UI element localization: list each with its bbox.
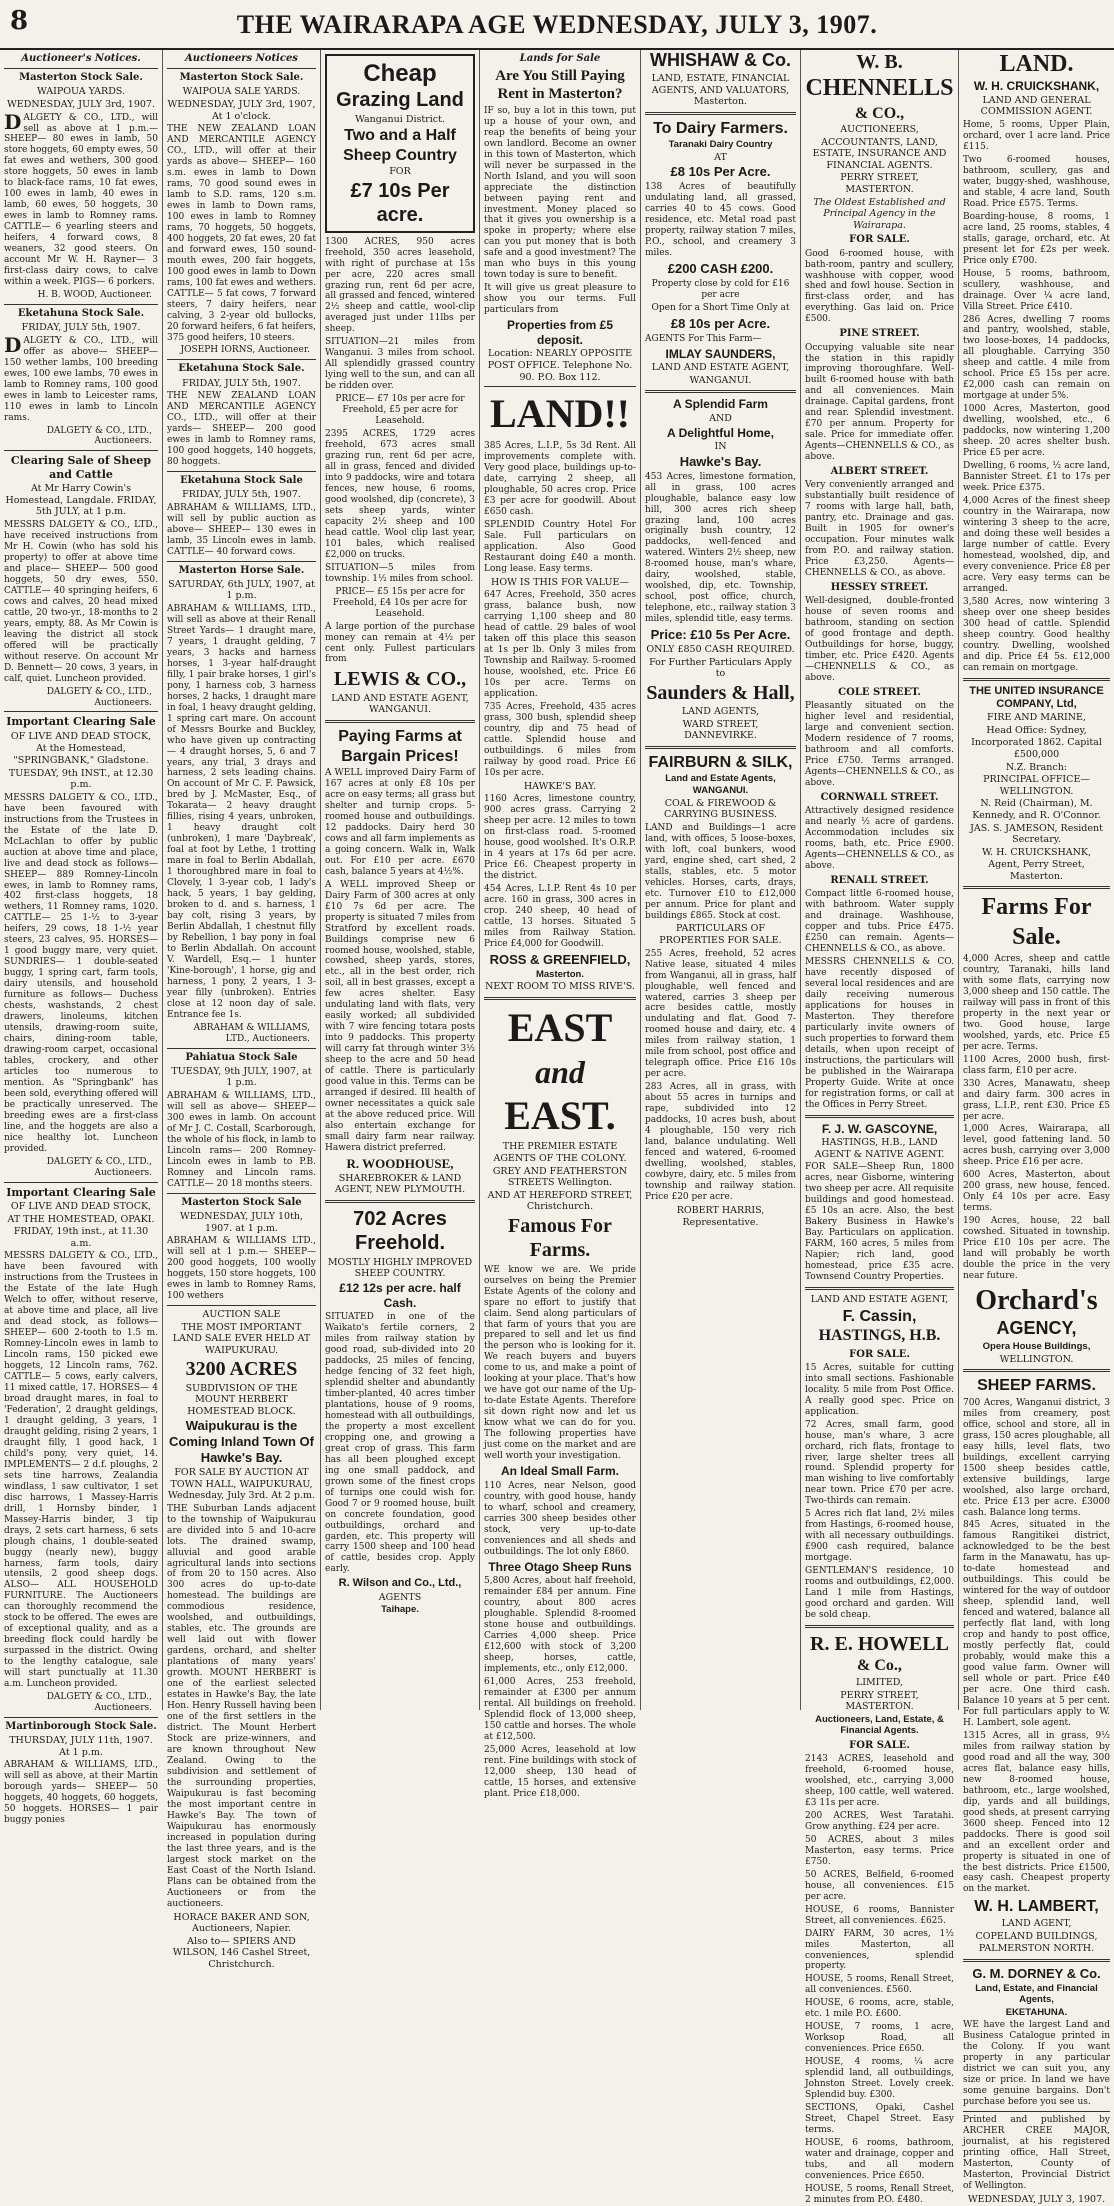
ad-body: THE NEW ZEALAND LOAN AND MERCANTILE AGENCY CO., LTD., will offer at their yards— SHEEP— 200 good ewes in lamb to Romney rams, 100 good hoggets, 140 hoggets, 80 hoggets. (167, 391, 316, 468)
auction-also: Also to— SPIERS AND WILSON, 146 Cashel Street, Christchurch. (172, 1935, 311, 1970)
ad-body: 200 ACRES, West Taratahi. Grow anything. £24 per acre. (805, 1810, 954, 1832)
ad-body: ABRAHAM & WILLIAMS, LTD., will sell as above— SHEEP— 300 ewes in lamb. On account of Mr J. C. Costall, Scarborough, the whole of his flock, in lamb to Lincoln rams— 200 Romney-Lincoln ewes in lamb to P.B. Romney and Lincoln rams. CATTLE— 20 18 months steers. (167, 1091, 316, 1189)
accountants: ACCOUNTANTS, LAND, ESTATE, INSURANCE AND FINANCIAL AGENTS. (812, 136, 947, 171)
orchard-heading: Orchard's (975, 1285, 1098, 1317)
price-per-acre: £7 10s Per acre. (350, 179, 450, 227)
ad-body: DALGETY & CO., LTD., will sell as above at 1 p.m.— SHEEP— 80 ewes in lamb, 50 store hoggets, 60 empty ewes, 50 fat ewes and wethers, 300 good store hoggets, 50 ewes in lamb to black-face rams, 10 fat ewes, 100 ewes in lamb, 40 ewes in lamb, 60 ewes, 50 hoggets, 30 ewes in lamb to Romney rams. CATTLE— 6 yearling steers and heifers, 4 forward cows, 8 weaners, 32 good steers. On account Mr W. H. Rayner— 3 first-class dairy cows, to calve within a week. PIGS— 6 porkers. (4, 109, 158, 288)
three-runs-heading: Three Otago Sheep Runs (488, 1559, 632, 1574)
ad-body: HOUSE, 5 rooms, Renall Street, all conveniences. £560. (805, 1974, 954, 1996)
land-heading: LAND. (999, 51, 1074, 77)
ad-body: 385 Acres, L.I.P., 5s 3d Rent. All improvements complete with. Very good place, buildings up-to-date, carrying 2 sheep, all ploughable, 50 acres crop. Price £3 per acre for goodwill. About £650 cash. (484, 440, 636, 517)
agent-name: W. H. CRUICKSHANK, (973, 79, 1100, 94)
ad-heading: Important Clearing Sale (6, 715, 156, 729)
ad-body: 15 Acres, suitable for cutting into small sections. Fashionable locality. 5 mile from Post Office. A really good spec. Price on application. (805, 1362, 954, 1417)
agent-sub: Land and Estate Agents, WANGANUI. (665, 773, 776, 797)
ad-heading: Clearing Sale of Sheep and Cattle (10, 454, 152, 481)
and-heading: and (535, 1053, 585, 1090)
ad-body: Attractively designed residence and nearly ½ acre of gardens. Accommodation includes six rooms, bath, etc. Price £900. Agents—CHENNELLS & CO., as above. (805, 806, 954, 871)
agent-sub: Taihape. (381, 1604, 419, 1616)
column-1 (0, 50, 163, 1826)
agent-sub: NEXT ROOM TO MISS RIVE'S. (485, 981, 635, 993)
ad-signature: DALGETY & CO., LTD., Auctioneers. (46, 686, 152, 708)
agent-name: IMLAY SAUNDERS, (665, 346, 776, 361)
ad-sub: OF LIVE AND DEAD STOCK, (10, 1201, 152, 1213)
ad-body: Compact little 6-roomed house, with bathroom. Water supply and drainage. Washhouse, copper and tubs. Price £475. £250 can remain. Agents—CHENNELLS & CO., as above. (805, 889, 954, 954)
and-label: AND (709, 413, 732, 424)
agent-sub: AGENTS (378, 1591, 422, 1603)
ad-sub: WEDNESDAY, JULY 3rd, 1907. (7, 98, 155, 110)
oldest: The Oldest Established and Principal Agency in the Wairarapa. (813, 196, 946, 231)
agent-name: FAIRBURN & SILK, (648, 753, 793, 771)
price: £8 10s Per Acre. (670, 164, 771, 180)
ad-sub: FRIDAY, JULY 5th, 1907. (182, 377, 301, 389)
ad-heading: Eketahuna Stock Sale. (17, 308, 145, 319)
ad-body: PRICE— £5 15s per acre for Freehold, £4 10s per acre for Leasehold. (332, 586, 468, 619)
agent-name: LEWIS & CO., (333, 668, 467, 691)
column-3 (321, 50, 480, 1710)
ad-body: Dwelling, 6 rooms, ½ acre land, Bannister Street. £1 to 17s per week. Price £375. (963, 461, 1110, 494)
ad-body: 1100 Acres, 2000 bush, first-class farm, £10 per acre. (963, 1054, 1110, 1076)
howell-address: PERRY STREET, MASTERTON. (840, 1689, 919, 1713)
ad-heading: Pahiatua Stock Sale (185, 1051, 298, 1063)
are-you-heading: Are You Still Paying Rent in Masterton? (495, 68, 625, 103)
ad-body: Pleasantly situated on the higher level and residential, large and convenient section. Modern residence of 7 rooms, bathroom and all comforts. Price £750. Terms arranged. Agents—CHENNELLS & CO., as above. (805, 701, 954, 788)
united-heading: THE UNITED INSURANCE COMPANY, Ltd, (969, 684, 1104, 710)
farms-heading: Farms For Sale. (981, 894, 1092, 950)
ad-body: 255 Acres, freehold, 52 acres Native lease, situated 4 miles from Wanganui, all in grass, half ploughable, well fenced and watered, carries 3 sheep per acre besides cattle, mostly undulating and flat. Good 7-roomed house and dairy, etc. 4 miles from railway station, 1 mile from school, post office and telegraph office. Price £16 10s per acre. (645, 948, 796, 1080)
hereford-street: AND AT HEREFORD STREET, Christchurch. (487, 1189, 633, 1213)
ad-body: 1,000 Acres, Wairarapa, all level, good fattening land. 50 acres bush, carrying over 3,000 sheep. Price £16 per acre. (963, 1124, 1110, 1168)
cash: £200 CASH £200. (667, 261, 774, 276)
page-number: 8 (10, 6, 29, 36)
agent-sub: COPELAND BUILDINGS, (975, 1930, 1098, 1942)
ad-body: SECTIONS, Opaki, Cashel Street, Chapel Street. Easy terms. (805, 2103, 954, 2136)
ad-body: WE know we are. We pride ourselves on being the Premier Estate Agents of the colony and spare no effort to justify that claim. Send along particulars of that farm of yours that you are prepared to sell and let us find the person who is looking for it. We reach buyers and buyers come to us, and make a point of looking at your place. That's how we have got our name of the Up-to-date Estate Agents. Therefore sit down right now and let us know what we can do for you. The following properties have just come on the market and are well worth your investigation. (484, 1264, 636, 1462)
further: For Further Particulars Apply to (649, 656, 792, 680)
ad-heading: Masterton Stock Sale. (179, 72, 304, 84)
ad-heading: Important Clearing Sale (6, 1185, 156, 1199)
ad-body: Very conveniently arranged and substantially built residence of 7 rooms with large hall, bath, pantry, etc. Drainage and gas. Built in 1905 for owner's occupation. Four minutes walk from P.O. and railway station. Price £3,250. Agents—CHENNELLS & CO., as above. (805, 480, 954, 579)
ad-body: SITUATION—5 miles from township. 1½ miles from school. (325, 562, 475, 584)
ad-body: 286 Acres, dwelling 7 rooms and pantry, woolshed, stable, two loose-boxes, 14 paddocks, all ploughable. Carrying 350 sheep and cattle. 4 mile from school. Price £5 15s per acre. £2,000 cash can remain on mortgage at under 5%. (963, 314, 1110, 402)
ad-body: SITUATION—21 miles from Wanganui. 3 miles from school. All splendidly grassed country lying well to the sun, and can all be ridden over. (325, 337, 475, 392)
agent-sub: Land, Estate, and Financial Agents, (975, 1982, 1098, 2006)
ad-body: A WELL improved Dairy Farm of 167 acres at only £8 10s per acre on easy terms; all grass but shelter and turnip crops. 5-roomed house and outbuildings. 12 paddocks. Dairy herd 30 cows and all farm implements as a going concern. Walk in, Walk out. For £10 per acre. £670 cash, balance 5 years at 4½%. (325, 768, 475, 877)
auction-agents: HORACE BAKER AND SON, Auctioneers, Napier. (173, 1911, 310, 1935)
street-heading: PINE STREET. (839, 328, 920, 340)
united-inc: Incorporated 1862. Capital £500,000 (971, 737, 1102, 761)
ideal-heading: An Ideal Small Farm. (500, 1464, 620, 1479)
ad-heading: Eketahuna Stock Sale. (178, 363, 305, 375)
agent-sub: Representative. (682, 1217, 759, 1229)
ad-body: Good 6-roomed house, with bath-room, pantry and scullery, washhouse with copper, wood shed and fowl house. Section in first-class order, and has everything. Gas laid on. Price £500. (805, 248, 954, 325)
wellington: WELLINGTON. (999, 1353, 1074, 1365)
board: N. Reid (Chairman), M. Kennedy, and R. O'Connor. (972, 798, 1101, 821)
taranaki: Taranaki Dairy Country (668, 139, 773, 151)
ad-body: Property close by cold for £16 per acre (651, 278, 790, 300)
splendid-heading: A Splendid Farm (673, 397, 768, 412)
ad-body: ABRAHAM & WILLIAMS, LTD., will sell as above, at their Martin borough yards— SHEEP— 50 hoggets, 40 hoggets, 60 hoggets, 50 hoggets. HORSES— 1 pair buggy ponies (4, 1760, 158, 1826)
ad-body: MESSRS CHENNELLS & CO. have recently disposed of several local residences and are daily receiving numerous applications for houses in Masterton. They therefore particularly invite owners of such properties to forward them details, when upon receipt of instructions, the particulars will be published in the Wairarapa Property Guide. Write at once for registration forms, or call at the Offices in Perry Street. (805, 956, 954, 1110)
cheap-heading: Cheap (363, 60, 437, 87)
auction-lead: THE MOST IMPORTANT LAND SALE EVER HELD AT WAIPUKURAU. (172, 1321, 311, 1356)
ad-body: 50 ACRES, Belfield, 6-roomed house, all conveniences. £15 per acre. (805, 1869, 954, 1902)
auction-subdivision: SUBDIVISION OF THE MOUNT HERBERT HOMESTEAD BLOCK. (185, 1382, 298, 1417)
ad-body: 600 Acres, Masterton, about 200 grass, new house, fenced. Only £4 10s per acre. Easy terms. (963, 1170, 1110, 1214)
chennells-heading: CHENNELLS (805, 75, 954, 102)
agent-town: HASTINGS, H.B. (818, 1327, 941, 1345)
street-heading: ALBERT STREET. (830, 466, 929, 478)
united-head: Head Office: Sydney, (986, 724, 1087, 736)
masthead (0, 0, 1114, 50)
particulars: PARTICULARS OF PROPERTIES FOR SALE. (659, 923, 782, 947)
ad-body: 25,000 Acres, leasehold at low rent. Fine buildings with stock of 12,000 sheep, 130 head of cattle, 15 horses, and extensive plant. Price £18,000. (484, 1744, 636, 1799)
east-heading-2: EAST. (504, 1092, 616, 1138)
ad-heading: Martinborough Stock Sale. (5, 1721, 157, 1733)
ad-body: ABRAHAM & WILLIAMS, LTD., will sell by public auction as above— SHEEP— 130 ewes in lamb, 35 Lincoln ewes in lamb. CATTLE— 40 forward cows. (167, 502, 316, 557)
section-heading: Auctioneers Notices (185, 53, 298, 64)
agent-sub: LAND AND ESTATE AGENT, (810, 1293, 949, 1305)
for-label: FOR (389, 166, 411, 178)
agent-sub: LAND AND GENERAL COMMISSION AGENT. (980, 94, 1093, 118)
auction-headline: Waipukurau is the Coming Inland Town Of Hawke's Bay. (169, 1418, 314, 1466)
ad-body: Two 6-roomed houses, bathroom, scullery, gas and water, buggy-shed, washhouse, and stable, 4 acre land, South Road. Price £575. Terms. (963, 154, 1110, 209)
ad-body: 2395 ACRES, 1729 acres freehold, 673 acres small grazing run, rent 6d per acre, all in grass, fenced and divided into 9 paddocks, wire and totara fences, new house, 6 rooms, good woolshed, dip (concrete), 3 sets sheep yards, winter capacity 2½ sheep and 100 head cattle. Wool clip last year, 101 bales, which realised £2,000 on trucks. (325, 429, 475, 560)
ad-signature: H. B. WOOD, Auctioneer. (37, 290, 152, 301)
ad-body: MESSRS DALGETY & CO., LTD., have received instructions from Mr H. Cowin (who has sold his property) to offer at above time and place— SHEEP— 500 good hoggets, 50 dry ewes, 550. CATTLE— 40 springing heifers, 6 cows and calves, 20 head mixed cattle, 20 two-yr., 18-months to 2 years, empty, 88. As Mr Cowin is leaving the district all stock offered will be practically without reserve. On account Mr D. Bennett— 20 cows, 3 years, in calf, quiet. Luncheon provided. (4, 520, 158, 684)
agent-name: F. Cassin, (842, 1307, 917, 1325)
ad-body: HOUSE, 4 rooms, ¼ acre splendid land, all outbuildings, Johnston Street. Lovely creek. Splendid buy. £300. (805, 2057, 954, 2101)
manager: JAS. S. JAMESON, Resident Secretary. (970, 822, 1103, 846)
agent-name: R. Wilson and Co., Ltd., (338, 1577, 462, 1590)
ad-sub: WEDNESDAY, JULY 10th, 1907. at 1 p.m. (179, 1210, 304, 1234)
freehold-price: £12 12s per acre. half Cash. (339, 1280, 461, 1310)
premier: THE PREMIER ESTATE AGENTS OF THE COLONY. (493, 1141, 627, 1164)
district: Wanganui District. (355, 113, 445, 125)
ad-body: 110 Acres, near Nelson, good country, with good house, handy to wharf, school and creamery, carries 300 sheep besides other stock, very up-to-date conveniences and all sheds and outbuildings. The lot only £860. (484, 1480, 636, 1557)
ad-sub: WAIPOUA YARDS. (36, 86, 126, 98)
ad-body: LAND and Buildings—1 acre land, with offices, 5 loose-boxes, with loft, coal bunkers, wood yard, engine shed, cart shed, 2 stalls, stables, etc. 5 motor vehicles. Horses, carts, drays, etc. Turnover £10 to £12,000 per annum. Price for plant and buildings £865. Stock at cost. (645, 822, 796, 921)
ad-signature: DALGETY & CO., LTD., Auctioneers. (46, 425, 152, 447)
ad-body: 845 Acres, situated in the famous Rangitikei district, acknowledged to be the best farm in the Manawatu, has up-to-date homestead and outbuildings. This could be wintered for the way of outdoor sheep, splendid land, well fenced and watered, balance all perfectly flat land, with long crop and handy to post office, mostly perfectly flat, could probably, would make this a good value farm. Owner will sell whole or part. Price £40 per acre. One third cash. Balance 10 years at 5 per cent. For full particulars apply to W. H. Lambert, sole agent. (963, 1520, 1110, 1728)
united-sub: FIRE AND MARINE, (986, 712, 1087, 724)
principal: PRINCIPAL OFFICE—WELLINGTON. (983, 774, 1090, 797)
cash-required: ONLY £850 CASH REQUIRED. (646, 644, 795, 656)
ad-body: FOR SALE—Sheep Run, 1800 acres, near Gisborne, wintering two sheep per acre. All requisite buildings and good homestead. £5 10s an acre. Also, the best Bakery Business in Hawke's Bay. Particulars on application. FARM, 160 acres, 5 miles from Napier; rich land, good homestead, price £35 acre. Townsend Country Properties. (805, 1162, 954, 1282)
ad-body: HOUSE, 5 rooms, Renall Street, 2 minutes from P.O. £480. (805, 2183, 954, 2205)
ad-body: 61,000 Acres, 253 freehold, remainder at £300 per annum rental. All buildings on freehold. Splendid flock of 13,000 sheep, 150 cattle and horses. The whole at £12,500. (484, 1676, 636, 1742)
ad-body: SPLENDID Country Hotel For Sale. Full particulars on application. Also Good Restaurant doing £40 a month. Long lease. Easy terms. (484, 519, 636, 574)
ad-sub: TUESDAY, 9th JULY, 1907, at 1 p.m. (171, 1065, 312, 1089)
ad-sub: FRIDAY, 19th inst., at 11.30 a.m. (13, 1226, 149, 1249)
two-half-sheep: Two and a Half Sheep Country (343, 127, 457, 164)
price: Price: £10 5s Per Acre. (650, 627, 791, 643)
section-heading: Auctioneer's Notices. (21, 53, 141, 64)
column-5 (641, 50, 801, 1710)
ad-body: 283 Acres, all in grass, with about 55 acres in turnips and rape, subdivided into 12 paddocks, 10 acres bush, about 4 ploughable, 150 very rich land, balance undulating. Well fenced and watered, 6-roomed dwelling, woolshed, stables, cowbyre, dairy, etc. 5 miles from township and railway station. Price £20 per acre. (645, 1082, 796, 1202)
ad-body: 1315 Acres, all in grass, 9½ miles from railway station by good road and all the way, 300 acres flat, balance easy hills, new 8-roomed house, bathroom, etc., large woolshed, dip, yards and all buildings, good sheds, at present carrying 3600 sheep. Fenced into 12 paddocks. There is good soil and an excellent order and property is situated in one of the best districts. Price £1500, easy cash. Cheapest property on the market. (963, 1730, 1110, 1895)
paying-heading: Paying Farms at Bargain Prices! (338, 727, 462, 765)
in-label: IN (714, 441, 727, 453)
freehold-heading: 702 Acres Freehold. (353, 1207, 447, 1255)
ad-body: House, 5 rooms, bathroom, scullery, washhouse, and drainage. Over ¼ acre land, Villa Street. Price £410. (963, 268, 1110, 312)
agent-sub: LAND AGENT, (1001, 1917, 1072, 1929)
ad-heading: Masterton Stock Sale (181, 1196, 302, 1208)
at-label: AT (714, 151, 727, 163)
ad-body: 1160 Acres, limestone country, 900 acres grass. Carrying 2 sheep per acre. 12 miles to town on first-class road. 5-roomed house, good woolshed. It's O.R.P. in 4 years at 17s 6d per acre. Price £6. Cheapest property in the district. (484, 794, 636, 881)
ad-sub: AT THE HOMESTEAD, OPAKI. (7, 1213, 155, 1225)
agent-sub: WANGANUI. (689, 374, 752, 386)
ad-body: SITUATED in one of the Waikato's fertile corners, 2 miles from railway station by good road, sub-divided into 20 paddocks, 25 miles of fencing, hedge fencing of 32 feet high, splendid shelter and abundantly timber-planted, 40 acres timber plantations, house of 9 rooms, homestead with all outbuildings, the property a most excellent cropping one, and growing a great crop of grass. This farm has all been ploughed except ing one small paddock, and grown some of the finest crops of turnips one could wish for. Good 7 or 9 roomed house, built on concrete foundation, good outbuildings, orchard and garden, etc. This property will carry 1500 sheep and 100 head of cattle, besides crop. Apply early. (325, 1312, 475, 1575)
ad-body: 5 Acres rich flat land, 2½ miles from Hastings, 6-roomed house, with all necessary outbuildings. £900 cash required, balance mortgage. (805, 1509, 954, 1564)
ad-sub: FRIDAY, JULY 5th, 1907. (182, 489, 301, 501)
ad-body: Home, 5 rooms, Upper Plain, orchard, over 1 acre land. Price £115. (963, 120, 1110, 152)
howell-sub: Auctioneers, Land, Estate, & Financial Agents. (815, 1713, 944, 1737)
agent-name: W. H. LAMBERT, (974, 1898, 1099, 1916)
agent-name: F. J. W. GASCOYNE, (821, 1121, 938, 1136)
column-7 (959, 50, 1114, 2205)
ad-body: 735 Acres, Freehold, 435 acres grass, 300 bush, splendid sheep country, dip and 75 head of cattle. Splendid house and outbuildings. 6 miles from railway by good road. Price £6 10s per acre. (484, 701, 636, 778)
imprint: Printed and published by ARCHER CREE MAJOR, journalist, at his registered printing office, Hall Street, Masterton, County of Masterton, Provincial District of Wellington. (963, 2115, 1110, 2191)
co-label: & CO., (854, 104, 905, 122)
ad-body: 454 Acres, L.I.P. Rent 4s 10 per acre. 160 in grass, 300 acres in crop. 240 sheep, 40 head of cattle, 13 horses. Situated 5 miles from Railway Station. Price £4,000 for Goodwill. (484, 883, 636, 949)
for-sale: FOR SALE. (849, 1348, 910, 1360)
ad-body: A WELL improved Sheep or Dairy Farm of 300 acres at only £10 7s 6d per acre. The property is situated 7 miles from Stratford by excellent roads. Buildings comprise new 6 roomed house, woolshed, stable, cowshed, sheep yards, stores, etc., all in the best order, rich soil, all in best grasses, except a few acres shelter. Easy undulating land with flats, very easily worked; all subdivided with 7 wire fencing totara posts into 9 paddocks. This property will carry fat through winter 3½ sheep to the acre and 50 head of cattle. There is particularly good value in this. Terms can be arranged if desired. Ill health of owner necessitates a quick sale at the above reduced price. Will also entertain exchange for small dairy farm near railway. Hawera district preferred. (325, 879, 475, 1153)
ad-body: HOUSE, 6 rooms, bathroom, water and drainage, copper and tubs, and all modern conveniences. Price £650. (805, 2138, 954, 2181)
auctioneers: AUCTIONEERS, (840, 124, 919, 136)
ad-body: 453 Acres, limestone formation, all in grass, 100 acres ploughable, balance easy low hill, 300 acres rich sheep grazing land, 100 acres originally bush country, 12 paddocks, well-fenced and watered. Winters 2½ sheep, new 8-roomed house, man's whare, dairy, woolshed, stable, woolshed, dip, etc. Township, school, post office, church, telephone, etc., railway station 3 miles, splendid title, easy terms. (645, 471, 796, 625)
ad-sub: OF LIVE AND DEAD STOCK, (10, 730, 152, 742)
nz-branch: N.Z. Branch: (1005, 761, 1068, 773)
ad-heading: Eketahuna Stock Sale (180, 475, 303, 486)
agency-heading: AGENCY, (996, 1318, 1077, 1339)
ad-body: 4,000 Acres of the finest sheep country in the Wairarapa, now wintering 3 sheep to the acre, and doing these well besides a large number of cattle. Every homestead, woolshed, dip, and every convenience. Price £8 per acre. Very easy terms can be arranged. (963, 496, 1110, 594)
ad-body: WE have the largest Land and Business Catalogue printed in the Colony. If you want property in any particular district we can suit you, any size or price. In land we have some genuine bargains. Don't purchase before you see us. (963, 2020, 1110, 2108)
ad-body: Occupying valuable site near the station in this rapidly improving thoroughfare. Well-built 6-roomed house with bath and all conveniences. Main drainage. Capital gardens, front and rear. Splendid investment. £70 per annum. Property for sale. Price for immediate offer. Agents—CHENNELLS & CO., as above. (805, 342, 954, 463)
ad-body: THE Suburban Lands adjacent to the township of Waipukurau are divided into 5 and 10-acre lots. The drained swamp, alluvial and good arable agricultural lands into sections of from 20 to 150 acres. Also 300 acres do up-to-date homestead. The buildings are commodious residence, woolshed, and outbuildings, stables, etc. The grounds are well laid out with flower gardens, orchard, and shelter plantations of many years' growth. MOUNT HERBERT is one of the earliest selected estates in Hawke's Bay, the late Hon. Henry Russell having been one of the first settlers in the district. The Mount Herbert Stock are prize-winners, and are known throughout New Zealand. Owing to the subdivision and settlement of the surrounding properties, Waipukurau is fast becoming the most important centre in Hawke's Bay. The town of Waipukurau has enormously increased in population during the last three years, and is the largest stock market on the East Coast of the North Island. Plans can be obtained from the Auctioneers or from the auctioneers. (167, 1503, 316, 1909)
ad-body: 3,580 Acres, now wintering 3 sheep over one sheep besides 300 head of cattle. Splendid sheep country. Good healthy country. Dwelling, woolshed and dip. Price £4 5s. £12,000 can remain on mortgage. (963, 596, 1110, 673)
ad-body: ABRAHAM & WILLIAMS, LTD., will sell as above at their Renall Street Yards— 1 draught mare, 7 years, 1 draught gelding, 7 years, 3 hacks and harness horses, 1 3-year half-draught filly, 1 pair brake horses, 1 girl's pony, 1 harness cob, 3 harness horses, 2 hacks, 1 draught mare in foal, 1 heavy draught gelding, 1 spring cart mare. On account of Messrs Bourke and Buckley, who have given up contracting— 4 draught horses, 5, 6 and 7 years, any trial, 3 drays and harness, 2 sets leading chains. On account of Mr C. F. Pawsick, bred by J. McMaster, Esq., of Tokarata— 2 heavy draught fillies, rising 4 years, unbroken, 1 heavy draught colt (unbroken), 1 mare 'Daybreak', foal at foot by Lethe, 1 trotting mare in foal to Berlin Abdallah, 1 thoroughbred mare in foal to Clovely, 1 3-year cob, 1 lady's hack, 5 years, 1 bay gelding, broken to d. and s. harness, 1 bay colt, rising 3 years, by Berlin Abdallah, 1 chestnut filly by Rebellion, 1 bay pony in foal to Berlin Abdallah. On account V. Wardell, Esq.— 1 hunter 'Kine-borough', 1 horse, gig and harness, 1 pony, 2 years, 1 3-year filly (unbroken). Entries close at 12 noon day of sale. Entrance fee 1s. (167, 603, 316, 1020)
agent-name: R. WOODHOUSE, (346, 1155, 454, 1171)
agent-sub: LAND AGENTS, (681, 706, 760, 718)
ad-sub: SATURDAY, 6th JULY, 1907, at 1 p.m. (168, 578, 315, 602)
ad-body: 50 ACRES, about 3 miles Masterton, easy terms. Price £750. (805, 1834, 954, 1867)
ad-body: A large portion of the purchase money can remain at 4½ per cent only. Fullest particulars from (325, 621, 475, 665)
agent-town: EKETAHUNA. (1005, 2006, 1068, 2018)
ad-signature: DALGETY & CO., LTD., Auctioneers. (46, 1156, 152, 1178)
agent-name: W. H. CRUICKSHANK, (981, 846, 1092, 858)
ad-heading: Masterton Stock Sale. (19, 72, 143, 84)
agent-name: ROBERT HARRIS, (676, 1204, 765, 1216)
street-heading: HESSEY STREET. (830, 582, 929, 594)
agent-sub: SHAREBROKER & LAND AGENT, NEW PLYMOUTH. (334, 1172, 466, 1196)
ad-heading: Masterton Horse Sale. (178, 564, 305, 576)
howell-ltd: LIMITED, (855, 1676, 904, 1688)
agent-name: G. M. DORNEY & Co. (972, 1965, 1101, 1981)
for-sale: FOR SALE. (849, 234, 910, 246)
ad-body: Boarding-house, 8 rooms, 1 acre land, 25 rooms, stables, 4 stalls, garage, orchard, etc. At present let for £2s per week. Price only £700. (963, 211, 1110, 266)
ad-body: HOUSE, 6 rooms, acre, stable, etc. 1 mile P.O. £600. (805, 1998, 954, 2020)
ad-body: AGENTS For This Farm— (645, 333, 762, 344)
ad-body: 4,000 Acres, sheep and cattle country, Taranaki, hills land with some flats, carrying now 3,000 sheep and 150 cattle. The railway will pass in front of this property in the next year or two. Good house, large woolshed, yards, etc. Price £5 per acre. Terms. (963, 953, 1110, 1052)
opera-house: Opera House Buildings, (982, 1341, 1091, 1353)
ad-body: GENTLEMAN'S residence, 10 rooms and outbuildings, £2,000. Land 1 mile from Hastings, good orchard and garden. Will be sold cheap. (805, 1566, 954, 1621)
ad-sub: THURSDAY, JULY 11th, 1907. At 1 p.m. (9, 1735, 153, 1758)
grazing-heading: Grazing Land (336, 89, 464, 112)
newspaper-title: THE WAIRARAPA AGE WEDNESDAY, JULY 3, 1907. (236, 10, 878, 39)
ad-signature: ABRAHAM & WILLIAMS, LTD., Auctioneers. (193, 1022, 310, 1044)
ad-body: 5,800 Acres, about half freehold, remainder £84 per annum. Fine country, about 800 acres ploughable. Splendid 8-roomed stone house and outbuildings. Carries 4,000 sheep. Price £12,600 with stock of 3,200 sheep, horses, cattle, implements, etc., only £12,000. (484, 1576, 636, 1674)
famous-heading: Famous For Farms. (508, 1214, 612, 1262)
ad-body: DAIRY FARM, 30 acres, 1½ miles Masterton, all conveniences, splendid property. (805, 1928, 954, 1972)
ad-body: 1300 ACRES, 950 acres freehold, 350 acres leasehold, with right of purchase at 15s per acre, 220 acres small grazing run, rent 6d per acre, all grassed and fenced, wintered 2½ sheep and cattle, wool-clip averaged just under 11lbs per sheep. (325, 236, 475, 335)
wb-initials: W. B. (856, 51, 903, 73)
ad-signature: JOSEPH IORNS, Auctioneer. (180, 345, 310, 356)
ad-body: 190 Acres, house, 22 ball cowshed. Situated in township. Price £10 10s per acre. The land will probably be worth double the price in the very near future. (963, 1216, 1110, 1282)
ad-body: PRICE— £7 10s per acre for Freehold, £5 per acre for Leasehold. (335, 394, 465, 427)
agent-sub: Masterton. (535, 968, 585, 980)
ad-body: DALGETY & CO., LTD., will offer as above— SHEEP— 150 wether lambs, 100 breeding ewes, 100 ewe lambs, 70 ewes in lamb to Romney rams, 100 good ewes in lamb to Leicester rams, 110 ewes in lamb to Lincoln rams. (4, 332, 158, 423)
hawkes-heading: Hawke's Bay. (679, 453, 762, 469)
ad-body: 1000 Acres, Masterton, good dwelling, woolshed, etc., 6 paddocks, now wintering 1,200 sheep. 20 acres shelter bush. Price £5 per acre. (963, 404, 1110, 459)
agent-sub: LAND AND ESTATE AGENT, WANGANUI. (331, 692, 469, 716)
column-2 (163, 50, 321, 1970)
ad-body: THE NEW ZEALAND LOAN AND MERCANTILE AGENCY CO., LTD., will offer at their yards as above— SHEEP— 160 s.m. ewes in lamb to Down rams, 70 good sound ewes in lamb to S.D. rams, 120 s.m. ewes in lamb to Down rams, 100 ewes in lamb to Romney rams, 70 hoggets, 50 hoggets, 400 hoggets, 20 fat ewes, 20 fat and forward ewes, 150 sound-mouth ewes, 200 fair hoggets, 100 good ewes in lamb to Down rams, 100 fat ewes and wethers. CATTLE— 5 fat cows, 7 forward steers, 7 dairy heifers, near calving, 3 2-year old bullocks, 20 forward heifers, 6 fat heifers, 375 good heifers, 10 steers. (167, 124, 316, 343)
ad-body: 2143 ACRES, leasehold and freehold, 6-roomed house, woolshed, etc., carrying 3,000 sheep, 100 cattle, well watered. £3 11s per acre. (805, 1754, 954, 1808)
ad-sub: WAIPOUA SALE YARDS. (182, 86, 301, 98)
agent-sub: PALMERSTON NORTH. (978, 1943, 1095, 1955)
agent-name: Saunders & Hall, (646, 681, 795, 704)
imprint-date: WEDNESDAY, JULY 3, 1907. (967, 2193, 1106, 2205)
street-heading: COLE STREET. (838, 687, 921, 699)
auction-when: FOR SALE BY AUCTION AT TOWN HALL, WAIPUKURAU, Wednesday, July 3rd. At 2 p.m. (168, 1466, 315, 1502)
ad-body: HOUSE, 7 rooms, 1 acre, Worksop Road, all conveniences. Price £650. (805, 2022, 954, 2055)
ad-body: MESSRS DALGETY & CO., LTD., have been favoured with instructions from the Trustees in the Estate of the late D. McLachlan to offer by public auction at above time and place, live and dead stock as follows— SHEEP— 889 Romney-Lincoln ewes, in lamb to Romney rams, 402 first-class hoggets, 18 wethers, 11 Romney rams, 1020. CATTLE— 25 1-½ to 3-year heifers, 29 cows, 18 1-½ year steers, 23 calves, 95. HORSES— 1 good buggy mare, very quiet. SUNDRIES— 1 double-seated buggy, 1 spring cart, farm tools, dairy utensils, and household furniture as follows— Duchess chests, washstands, 2 chest drawers, linoleums, kitchen utensils, drawing-room suite, chairs, dining-room table, drawing-room carpet, occasional tables, crockery, and other articles too numerous to mention. As "Springbank" has been sold, everything offered will be practically unreserved. The breeding ewes are a first-class line, and the hoggets are also a nice healthy lot. Luncheon provided. (4, 792, 158, 1154)
ad-body: 700 Acres, Wanganui district, 3 miles from creamery, post office, school and store, all in grass, 150 acres ploughable, all easy hills, level flats, two buildings, excellent carrying 1500 sheep besides cattle, extensive buildings, large woolshed, also large orchard, etc. Price £13 per acre. £3000 cash. Balance long terms. (963, 1397, 1110, 1518)
howell-heading: R. E. HOWELL (810, 1633, 949, 1656)
ad-body: 72 Acres, small farm, good house, man's whare, 3 acre orchard, rich flats, frontage to river, large shelter trees all round. Splendid property for man wishing to live comfortably near town. Price £70 per acre. Two-thirds can remain. (805, 1419, 954, 1507)
ad-body: 647 Acres, Freehold, 350 acres grass, balance bush, now carrying 1,100 sheep and 80 head of cattle. 29 bales of wool taken off this place this season at 1s per lb. Only 3 miles from Township and Railway. 5-roomed house, woolshed, etc. Price £6 10s per acre. Terms on application. (484, 590, 636, 699)
column-4 (480, 50, 641, 1799)
location: Location: NEARLY OPPOSITE POST OFFICE. Telephone No. 90. P.O. Box 112. (487, 348, 633, 383)
ad-sub: At Mr Harry Cowin's Homestead, Langdale. FRIDAY, 5th JULY, at 1 p.m. (5, 483, 157, 518)
ad-sub: TUESDAY, 9th INST., at 12.30 p.m. (8, 767, 154, 791)
perry-street: PERRY STREET, MASTERTON. (840, 172, 919, 196)
agent-sub: LAND AND ESTATE AGENT, (651, 362, 790, 374)
east-heading: EAST (507, 1004, 613, 1050)
street-heading: CORNWALL STREET. (820, 791, 939, 803)
ad-signature: DALGETY & CO., LTD., Auctioneers. (46, 1692, 152, 1714)
howell-co: & Co., (857, 1657, 902, 1675)
street-heading: RENALL STREET. (830, 874, 929, 886)
ad-body: HOUSE, 6 rooms, Bannister Street, all conveniences. £625. (805, 1904, 954, 1926)
ad-body: 330 Acres, Manawatu, sheep and dairy farm. 300 acres in grass, L.I.P., rent £30. Price £5 per acre. (963, 1078, 1110, 1122)
section-heading: Lands for Sale (519, 53, 601, 64)
sheep-farms-heading: SHEEP FARMS. (977, 1377, 1096, 1395)
ad-sub: FRIDAY, JULY 5th, 1907. (21, 322, 141, 334)
grey-streets: GREY AND FEATHERSTON STREETS Wellington. (492, 1165, 628, 1189)
ad-body: MESSRS DALGETY & CO., LTD., have been favoured with instructions from the Trustees in the Estate of the late Hugh Welch to offer, without reserve, at above time and place, all live and dead stock, as follows— SHEEP— 600 2-tooth to 1.5 m. Romney-Lincoln ewes in lamb to Lincoln rams, 150 picked ewe hoggets, 12 Lincoln rams, 762. CATTLE— 5 cows, early calvers, 11 mixed cattle, 17. HORSES— 4 broad draught mares, in foal to 'Federation', 2 draught geldings, 1 draught gelding, 3 years, 1 draught gelding, rising 2 years, 1 draught filly, 1 good hack, 1 child's pony, very quiet, 14. IMPLEMENTS— 2 d.f. ploughs, 2 sets tine harrows, Zealandia windlass, 1 saw cultivator, 1 set disc harrows, 1 Massey-Harris drill, 1 Hornsby binder, 1 Massey-Harris binder, 3 tip drays, 2 sets cart harness, 6 sets plough chains, 1 double-seated buggy (nearly new), buggy harness, farm tools, dairy utensils, 2 good sheep dogs. ALSO— ALL HOUSEHOLD FURNITURE. The Auctioneers can thoroughly recommend the stock to be offered. The ewes are of exceptional quality, and as a breeding flock could hardly be surpassed in the district. Owing to the lengthy catalogue, sale will start punctually at 11.30 a.m. Luncheon provided. (4, 1251, 158, 1690)
agent-name: ROSS & GREENFIELD, (489, 951, 631, 967)
agent-sub: WARD STREET, DANNEVIRKE. (682, 718, 759, 742)
price: £8 10s per Acre. (670, 315, 771, 331)
ad-sub: At the Homestead, "SPRINGBANK," Gladstone. (13, 743, 149, 767)
ad-body: 138 Acres of beautifully undulating land, all grassed, carries 40 to 45 cows. Good residence, etc. Metal road past property, railway station 7 miles, P.O., school, and creamery 3 miles. (645, 182, 796, 259)
auction-acres: 3200 ACRES (185, 1358, 298, 1381)
properties-deposit: Properties from £5 deposit. (506, 318, 614, 347)
coal-heading: COAL & FIREWOOD & CARRYING BUSINESS. (663, 797, 778, 821)
dairy-heading: To Dairy Farmers. (653, 119, 788, 137)
ad-body: Open for a Short Time Only at (651, 302, 790, 313)
ad-sub: WEDNESDAY, JULY 3rd, 1907, At 1 o'clock. (167, 98, 316, 122)
column-6 (801, 50, 959, 2205)
land-banner: LAND!! (490, 391, 630, 437)
whishaw-sub: LAND, ESTATE, FINANCIAL AGENTS, AND VALUATORS, Masterton. (651, 72, 790, 108)
delightful-heading: A Delightful Home, (667, 425, 774, 440)
auction-label: AUCTION SALE (202, 1308, 281, 1320)
freehold-sub: MOSTLY HIGHLY IMPROVED SHEEP COUNTRY. (327, 1256, 473, 1280)
hawkes-bay: HAWKE'S BAY. (523, 780, 597, 792)
ad-body: IF so, buy a lot in this town, put up a house of your own, and reap the benefits of being your own landlord. Become an owner in this town of Masterton, which will never be surpassed in the North Island, and you will soon appreciate the distinction between paying rent and investment. Money placed so that it gives you ownership is a spoke in property; where else can you put money that is both safe and a good investment? The man who buys in this young town today is sure to benefit. (484, 105, 636, 281)
whishaw-heading: WHISHAW & Co. (650, 50, 791, 70)
ad-body: ABRAHAM & WILLIAMS LTD., will sell at 1 p.m.— SHEEP— 200 good hoggets, 100 woolly hoggets, 150 store hoggets, 100 ewes in lamb to Romney Rams, 100 wethers (167, 1236, 316, 1301)
ad-body: It will give us great pleasure to show you our terms. Full particulars from (484, 283, 636, 316)
for-sale: FOR SALE. (849, 1739, 910, 1751)
how-is-this: HOW IS THIS FOR VALUE— (491, 576, 629, 588)
agent-sub: Agent, Perry Street, Masterton. (988, 859, 1085, 882)
agent-sub: HASTINGS, H.B., LAND AGENT & NATIVE AGENT. (814, 1137, 945, 1160)
ad-body: Well-designed, double-fronted house of seven rooms and bathroom, standing on section of good frontage and depth. Outbuildings for horse, buggy, timber, etc. Price £420. Agents—CHENNELLS & CO., as above. (805, 596, 954, 684)
